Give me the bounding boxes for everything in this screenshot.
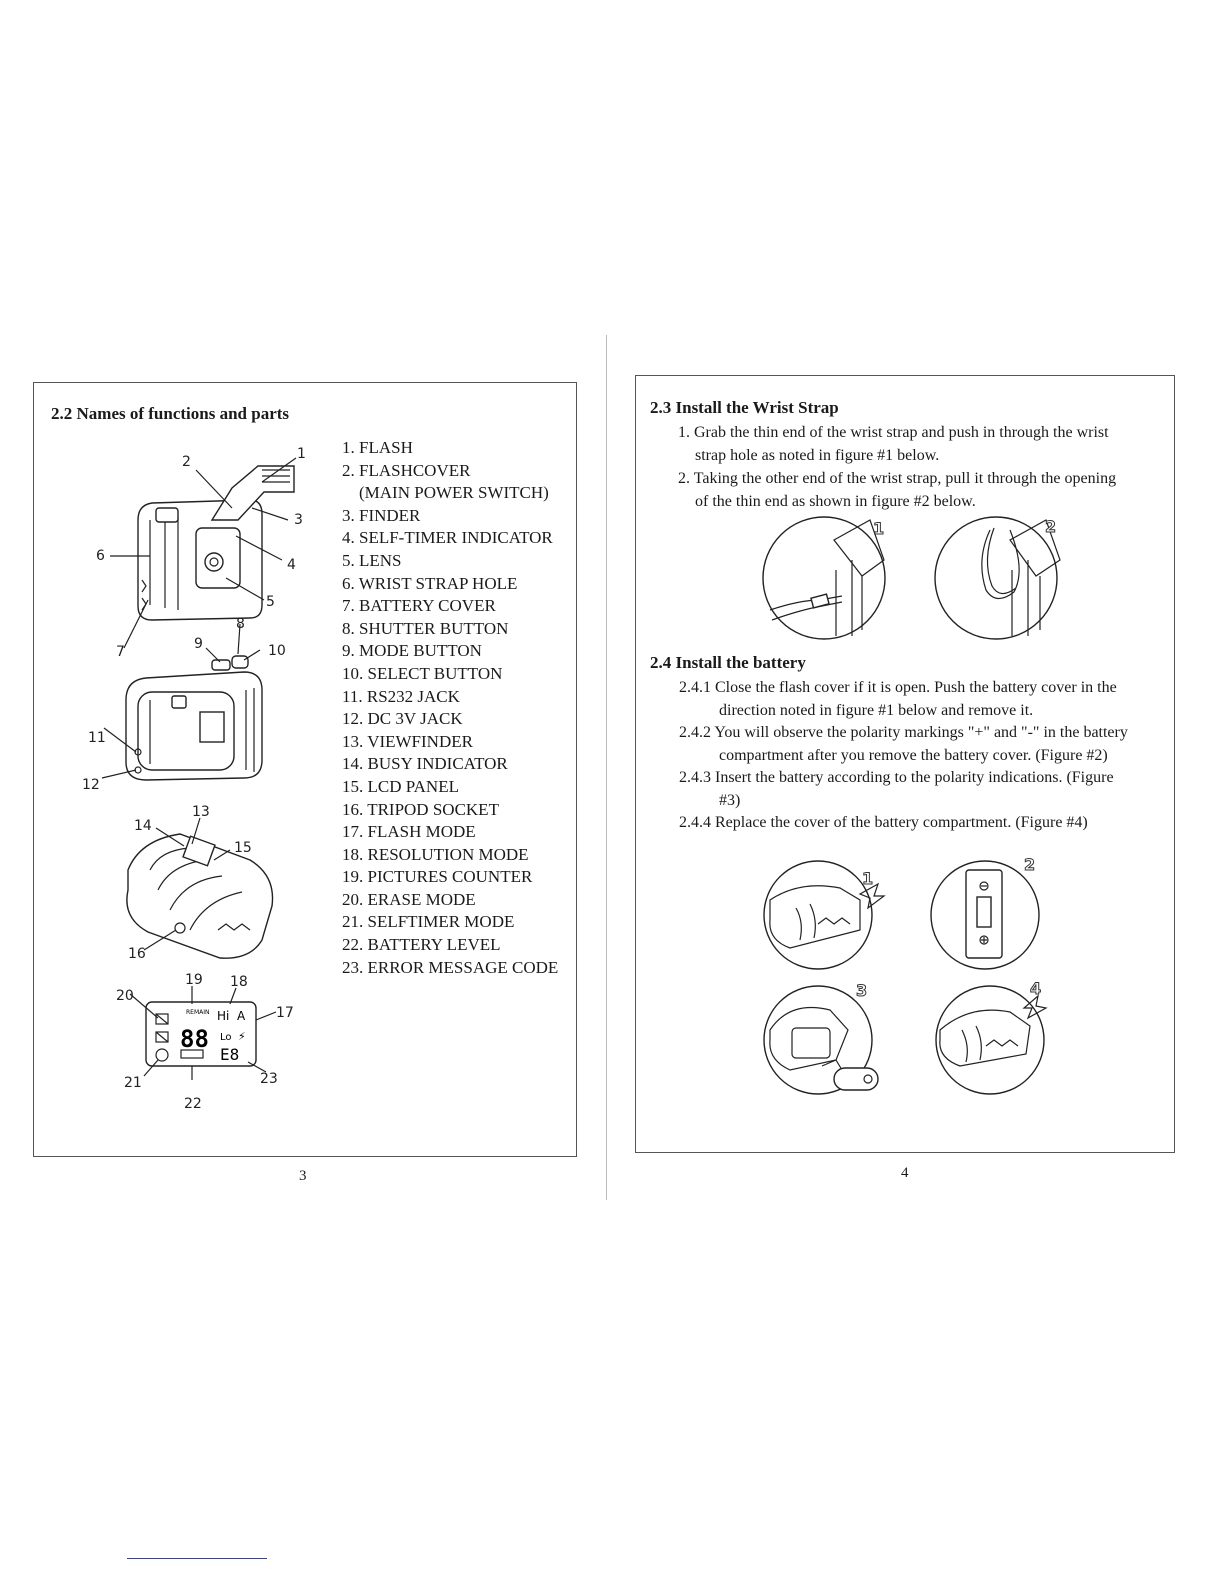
strap-step: 1. Grab the thin end of the wrist strap and push in through the wrist strap hole as noted in figure #1 below. [678,424,1109,464]
battery-figures [760,855,1060,1105]
callout-16: 16 [128,946,146,962]
callout-12: 12 [82,777,100,793]
part-item: 7. BATTERY COVER [342,596,496,616]
camera-back-illustration [126,656,262,780]
lcd-hi-text: Hi [217,1009,230,1023]
part-item: 15. LCD PANEL [342,776,459,796]
battery-figure-1 [764,861,884,969]
callout-23: 23 [260,1071,278,1087]
section-title-wrist-strap: 2.3 Install the Wrist Strap [650,398,839,417]
part-item: 20. ERASE MODE [342,889,476,909]
part-item: 2. FLASHCOVER (MAIN POWER SWITCH) [342,460,549,503]
part-item: 14. BUSY INDICATOR [342,754,508,774]
wrist-strap-figures [755,515,1075,650]
callout-19: 19 [185,972,203,988]
part-item: 19. PICTURES COUNTER [342,867,533,887]
battery-figure-2 [931,855,1039,969]
part-item: 3. FINDER [342,505,421,525]
part-item: 6. WRIST STRAP HOLE [342,573,518,593]
section-title-install-battery: 2.4 Install the battery [650,653,806,672]
part-item: 16. TRIPOD SOCKET [342,799,499,819]
callout-6: 6 [96,548,105,564]
callout-9: 9 [194,636,203,652]
camera-parts-diagram [70,440,330,1120]
part-item: 11. RS232 JACK [342,686,460,706]
callout-14: 14 [134,818,152,834]
battery-fig-number-4: 4 [1030,979,1042,998]
callout-1: 1 [297,446,306,462]
callout-8: 8 [236,616,245,632]
lcd-remain-text: REMAIN [186,1009,210,1016]
callout-17: 17 [276,1005,294,1021]
callout-7: 7 [116,644,125,660]
part-item: 18. RESOLUTION MODE [342,844,529,864]
lcd-counter-digits: 88 [180,1025,209,1053]
callout-4: 4 [287,557,296,573]
battery-fig-number-2: 2 [1024,855,1036,874]
battery-step: 2.4.3 Insert the battery according to the polarity indications. (Figure #3) [679,769,1114,809]
callout-10: 10 [268,643,286,659]
lcd-error-code: E8 [220,1045,240,1064]
battery-fig-number-3: 3 [856,981,868,1000]
part-item: 13. VIEWFINDER [342,731,473,751]
callout-20: 20 [116,988,134,1004]
callout-5: 5 [266,594,275,610]
callout-22: 22 [184,1096,202,1112]
section-title-names-of-parts: 2.2 Names of functions and parts [51,404,290,423]
right-page-number: 4 [901,1165,909,1181]
page-divider [606,335,607,1200]
part-item: 5. LENS [342,550,402,570]
lcd-flash-icon: ⚡ [238,1030,246,1043]
callout-21: 21 [124,1075,142,1091]
battery-step: 2.4.1 Close the flash cover if it is open. Push the battery cover in the direction noted in figure #1 below and remove it. [679,679,1117,719]
battery-step: 2.4.2 You will observe the polarity markings "+" and "-" in the battery compartment after you remove the battery cover. (Figure #2) [679,724,1128,764]
battery-fig-number-1: 1 [862,869,874,888]
callout-18: 18 [230,974,248,990]
lcd-panel-illustration [146,1002,256,1066]
part-item: 23. ERROR MESSAGE CODE [342,957,559,977]
callout-11: 11 [88,730,106,746]
part-item: 22. BATTERY LEVEL [342,935,501,955]
strap-fig-number-1: 1 [873,519,885,538]
strap-step: 2. Taking the other end of the wrist strap, pull it through the opening of the thin end as shown in figure #2 below. [678,470,1117,510]
callout-15: 15 [234,840,252,856]
parts-list [342,437,558,979]
left-page-number: 3 [299,1168,307,1184]
part-item: 21. SELFTIMER MODE [342,912,515,932]
callout-3: 3 [294,512,303,528]
strap-fig-number-2: 2 [1045,517,1057,536]
strap-figure-1 [763,517,885,639]
strap-figure-2 [935,517,1060,639]
part-item: 12. DC 3V JACK [342,709,463,729]
lcd-a-text: A [237,1009,246,1023]
battery-figure-3 [764,981,878,1094]
part-item: 4. SELF-TIMER INDICATOR [342,528,553,548]
battery-figure-4 [936,979,1046,1094]
callout-13: 13 [192,804,210,820]
part-item: 1. FLASH [342,438,413,457]
part-item: 10. SELECT BUTTON [342,663,503,683]
part-item: 17. FLASH MODE [342,822,476,842]
battery-step: 2.4.4 Replace the cover of the battery compartment. (Figure #4) [679,814,1088,831]
lcd-lo-text: Lo [220,1032,232,1043]
scan-underline-mark [127,1558,267,1559]
part-item: 8. SHUTTER BUTTON [342,618,509,638]
part-item: 9. MODE BUTTON [342,641,482,661]
callout-2: 2 [182,454,191,470]
